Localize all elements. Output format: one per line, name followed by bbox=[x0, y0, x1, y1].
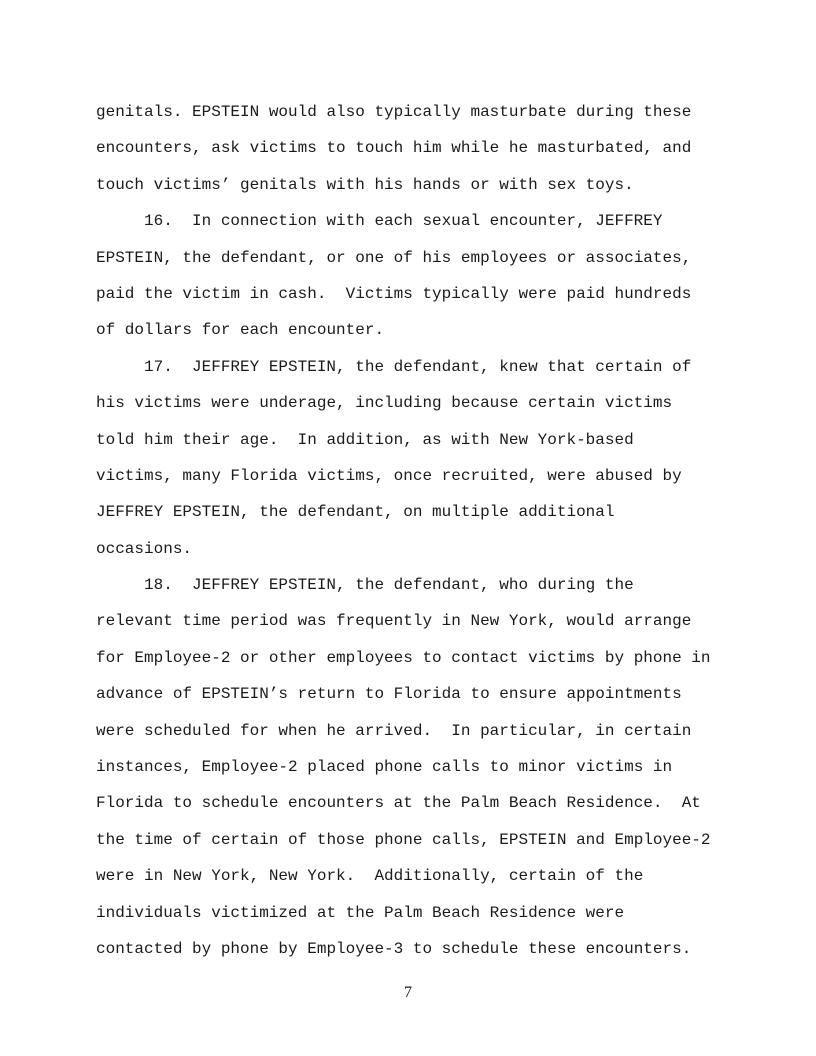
text-line: occasions. bbox=[96, 539, 193, 558]
text-line: victims, many Florida victims, once recruited, were abused by bbox=[96, 466, 682, 485]
text-line: Florida to schedule encounters at the Palm Beach Residence. At bbox=[96, 794, 701, 813]
text-line: individuals victimized at the Palm Beach Residence were bbox=[96, 903, 625, 922]
text-line: EPSTEIN, the defendant, or one of his employees or associates, bbox=[96, 248, 692, 267]
text-line: were in New York, New York. Additionally, certain of the bbox=[96, 867, 644, 886]
text-line: relevant time period was frequently in New York, would arrange bbox=[96, 612, 692, 631]
paragraph-17 bbox=[96, 349, 736, 567]
text-line: 16. In connection with each sexual encounter, JEFFREY bbox=[144, 212, 663, 231]
text-line: instances, Employee-2 placed phone calls to minor victims in bbox=[96, 758, 673, 777]
text-line: were scheduled for when he arrived. In particular, in certain bbox=[96, 721, 692, 740]
text-line: contacted by phone by Employee-3 to schedule these encounters. bbox=[96, 939, 692, 958]
text-line: genitals. EPSTEIN would also typically masturbate during these bbox=[96, 103, 692, 121]
text-line: JEFFREY EPSTEIN, the defendant, on multiple additional bbox=[96, 503, 615, 522]
document-body bbox=[96, 94, 736, 967]
text-line: advance of EPSTEIN’s return to Florida to ensure appointments bbox=[96, 685, 682, 704]
text-line: paid the victim in cash. Victims typically were paid hundreds bbox=[96, 284, 692, 303]
text-line: encounters, ask victims to touch him while he masturbated, and bbox=[96, 139, 692, 158]
text-line: of dollars for each encounter. bbox=[96, 321, 385, 340]
paragraph-18 bbox=[96, 567, 736, 967]
text-line: told him their age. In addition, as with New York-based bbox=[96, 430, 634, 449]
text-line: touch victims’ genitals with his hands or with sex toys. bbox=[96, 175, 634, 194]
text-line: for Employee-2 or other employees to contact victims by phone in bbox=[96, 648, 711, 667]
paragraph-16 bbox=[96, 203, 736, 349]
text-line: his victims were underage, including because certain victims bbox=[96, 394, 673, 413]
page-number: 7 bbox=[404, 984, 412, 1001]
paragraph-continued bbox=[96, 94, 736, 203]
text-line: 17. JEFFREY EPSTEIN, the defendant, knew that certain of bbox=[144, 357, 692, 376]
text-line: 18. JEFFREY EPSTEIN, the defendant, who during the bbox=[144, 576, 634, 595]
text-line: the time of certain of those phone calls, EPSTEIN and Employee-2 bbox=[96, 830, 711, 849]
